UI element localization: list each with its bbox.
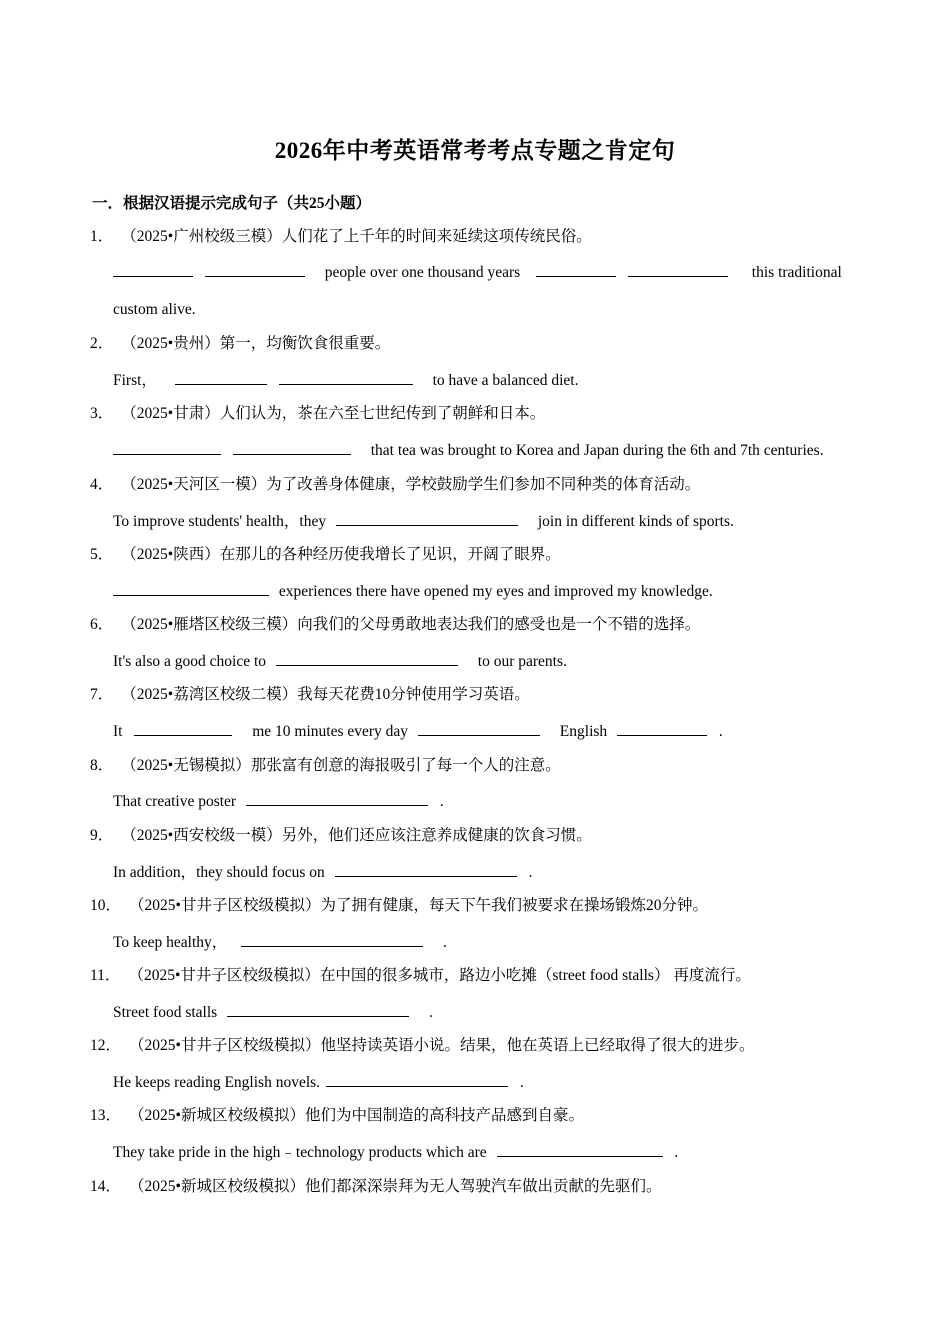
question-number: 4． [90,476,114,493]
answer-line-1-cont [113,300,196,320]
answer-text: In addition，they should focus on [113,864,325,881]
answer-text: It [113,723,123,740]
page-title: 2026年中考英语常考考点专题之肯定句 [274,138,676,163]
answer-text: To keep healthy， [113,934,228,951]
question-8 [90,756,561,776]
blank[interactable] [617,721,707,736]
answer-text: . [528,864,533,881]
blank[interactable] [134,721,232,736]
answer-text: . [718,723,723,740]
answer-line-11 [113,1002,433,1023]
question-1 [90,227,592,247]
question-number: 6． [90,616,114,633]
question-source: （2025•甘井子区校级模拟）为了拥有健康，每天下午我们被要求在操场锻炼20分钟。 [129,897,708,914]
section-heading: 一．根据汉语提示完成句子（共25小题） [92,195,372,212]
question-13 [90,1106,584,1126]
blank[interactable] [246,791,428,806]
blank[interactable] [113,440,221,455]
question-number: 10． [90,897,122,914]
question-source: （2025•西安校级一模）另外，他们还应该注意养成健康的饮食习惯。 [121,827,592,844]
answer-text: to have a balanced diet. [432,372,579,389]
question-source: （2025•雁塔区校级三模）向我们的父母勇敢地表达我们的感受也是一个不错的选择。 [121,616,701,633]
blank[interactable] [175,370,267,385]
answer-line-6 [113,651,567,672]
question-source: （2025•天河区一模）为了改善身体健康，学校鼓励学生们参加不同种类的体育活动。 [121,476,701,493]
blank[interactable] [276,651,458,666]
answer-line-1 [113,262,842,283]
question-number: 1． [90,228,114,245]
question-7 [90,685,530,705]
question-number: 9． [90,827,114,844]
answer-text: It's also a good choice to [113,653,267,670]
answer-text: First， [113,372,157,389]
answer-text: . [674,1144,679,1161]
question-source: （2025•陕西）在那儿的各种经历使我增长了见识，开阔了眼界。 [121,546,561,563]
answer-text: that tea was brought to Korea and Japan during the 6th and 7th centuries. [370,442,824,459]
question-source: （2025•无锡模拟）那张富有创意的海报吸引了每一个人的注意。 [121,757,561,774]
answer-line-3 [113,440,824,461]
question-2 [90,334,390,354]
answer-line-8 [113,791,444,812]
blank[interactable] [279,370,413,385]
question-source: （2025•甘井子区校级模拟）在中国的很多城市，路边小吃摊（street food stalls） 再度流行。 [128,967,751,984]
answer-text: . [439,793,444,810]
blank[interactable] [233,440,351,455]
question-6 [90,615,700,635]
question-source: （2025•甘肃）人们认为，茶在六至七世纪传到了朝鲜和日本。 [121,405,546,422]
blank[interactable] [227,1002,409,1017]
question-14 [90,1177,661,1197]
answer-text: . [443,934,447,951]
answer-text: to our parents. [477,653,567,670]
answer-line-5 [113,581,713,602]
blank[interactable] [497,1142,663,1157]
question-number: 7． [90,686,114,703]
blank[interactable] [205,262,305,277]
answer-text: They take pride in the high﹣technology products which are [113,1144,487,1161]
question-5 [90,545,561,565]
question-10 [90,896,708,916]
question-number: 12． [90,1037,122,1054]
question-number: 13． [90,1107,122,1124]
question-source: （2025•甘井子区校级模拟）他坚持读英语小说。结果，他在英语上已经取得了很大的进步。 [129,1037,755,1054]
question-source: （2025•荔湾区校级二模）我每天花费10分钟使用学习英语。 [121,686,530,703]
answer-text: this traditional [751,264,842,281]
question-4 [90,475,700,495]
answer-text: That creative poster [113,793,237,810]
answer-text: people over one thousand years [324,264,521,281]
question-3 [90,404,545,424]
blank[interactable] [336,511,518,526]
blank[interactable] [326,1072,508,1087]
answer-text: Street food stalls [113,1004,218,1021]
blank[interactable] [335,862,517,877]
answer-text: me 10 minutes every day [252,723,409,740]
answer-text: join in different kinds of sports. [537,513,734,530]
answer-text: He keeps reading English novels. [113,1074,321,1091]
answer-line-7 [113,721,723,742]
question-source: （2025•贵州）第一，均衡饮食很重要。 [121,335,391,352]
question-source: （2025•广州校级三模）人们花了上千年的时间来延续这项传统民俗。 [121,228,592,245]
answer-line-13 [113,1142,678,1163]
answer-text: custom alive. [113,301,196,318]
answer-text: English [559,723,608,740]
answer-line-10 [113,932,447,953]
answer-text: . [519,1074,524,1091]
question-number: 3． [90,405,114,422]
blank[interactable] [113,581,269,596]
blank[interactable] [628,262,728,277]
question-number: 8． [90,757,114,774]
blank[interactable] [113,262,193,277]
question-11 [90,966,751,986]
question-number: 2． [90,335,114,352]
answer-line-2 [113,370,578,391]
question-number: 11． [90,967,121,984]
question-9 [90,826,592,846]
answer-line-12 [113,1072,524,1093]
answer-text: . [428,1004,433,1021]
blank[interactable] [536,262,616,277]
blank[interactable] [418,721,540,736]
answer-text: To improve students' health，they [113,513,327,530]
answer-line-9 [113,862,532,883]
question-source: （2025•新城区校级模拟）他们都深深崇拜为无人驾驶汽车做出贡献的先驱们。 [129,1178,662,1195]
answer-line-4 [113,511,734,532]
question-source: （2025•新城区校级模拟）他们为中国制造的高科技产品感到自豪。 [129,1107,584,1124]
answer-text: experiences there have opened my eyes and improved my knowledge. [278,583,713,600]
blank[interactable] [241,932,423,947]
question-number: 5． [90,546,114,563]
question-number: 14． [90,1178,122,1195]
question-12 [90,1036,754,1056]
